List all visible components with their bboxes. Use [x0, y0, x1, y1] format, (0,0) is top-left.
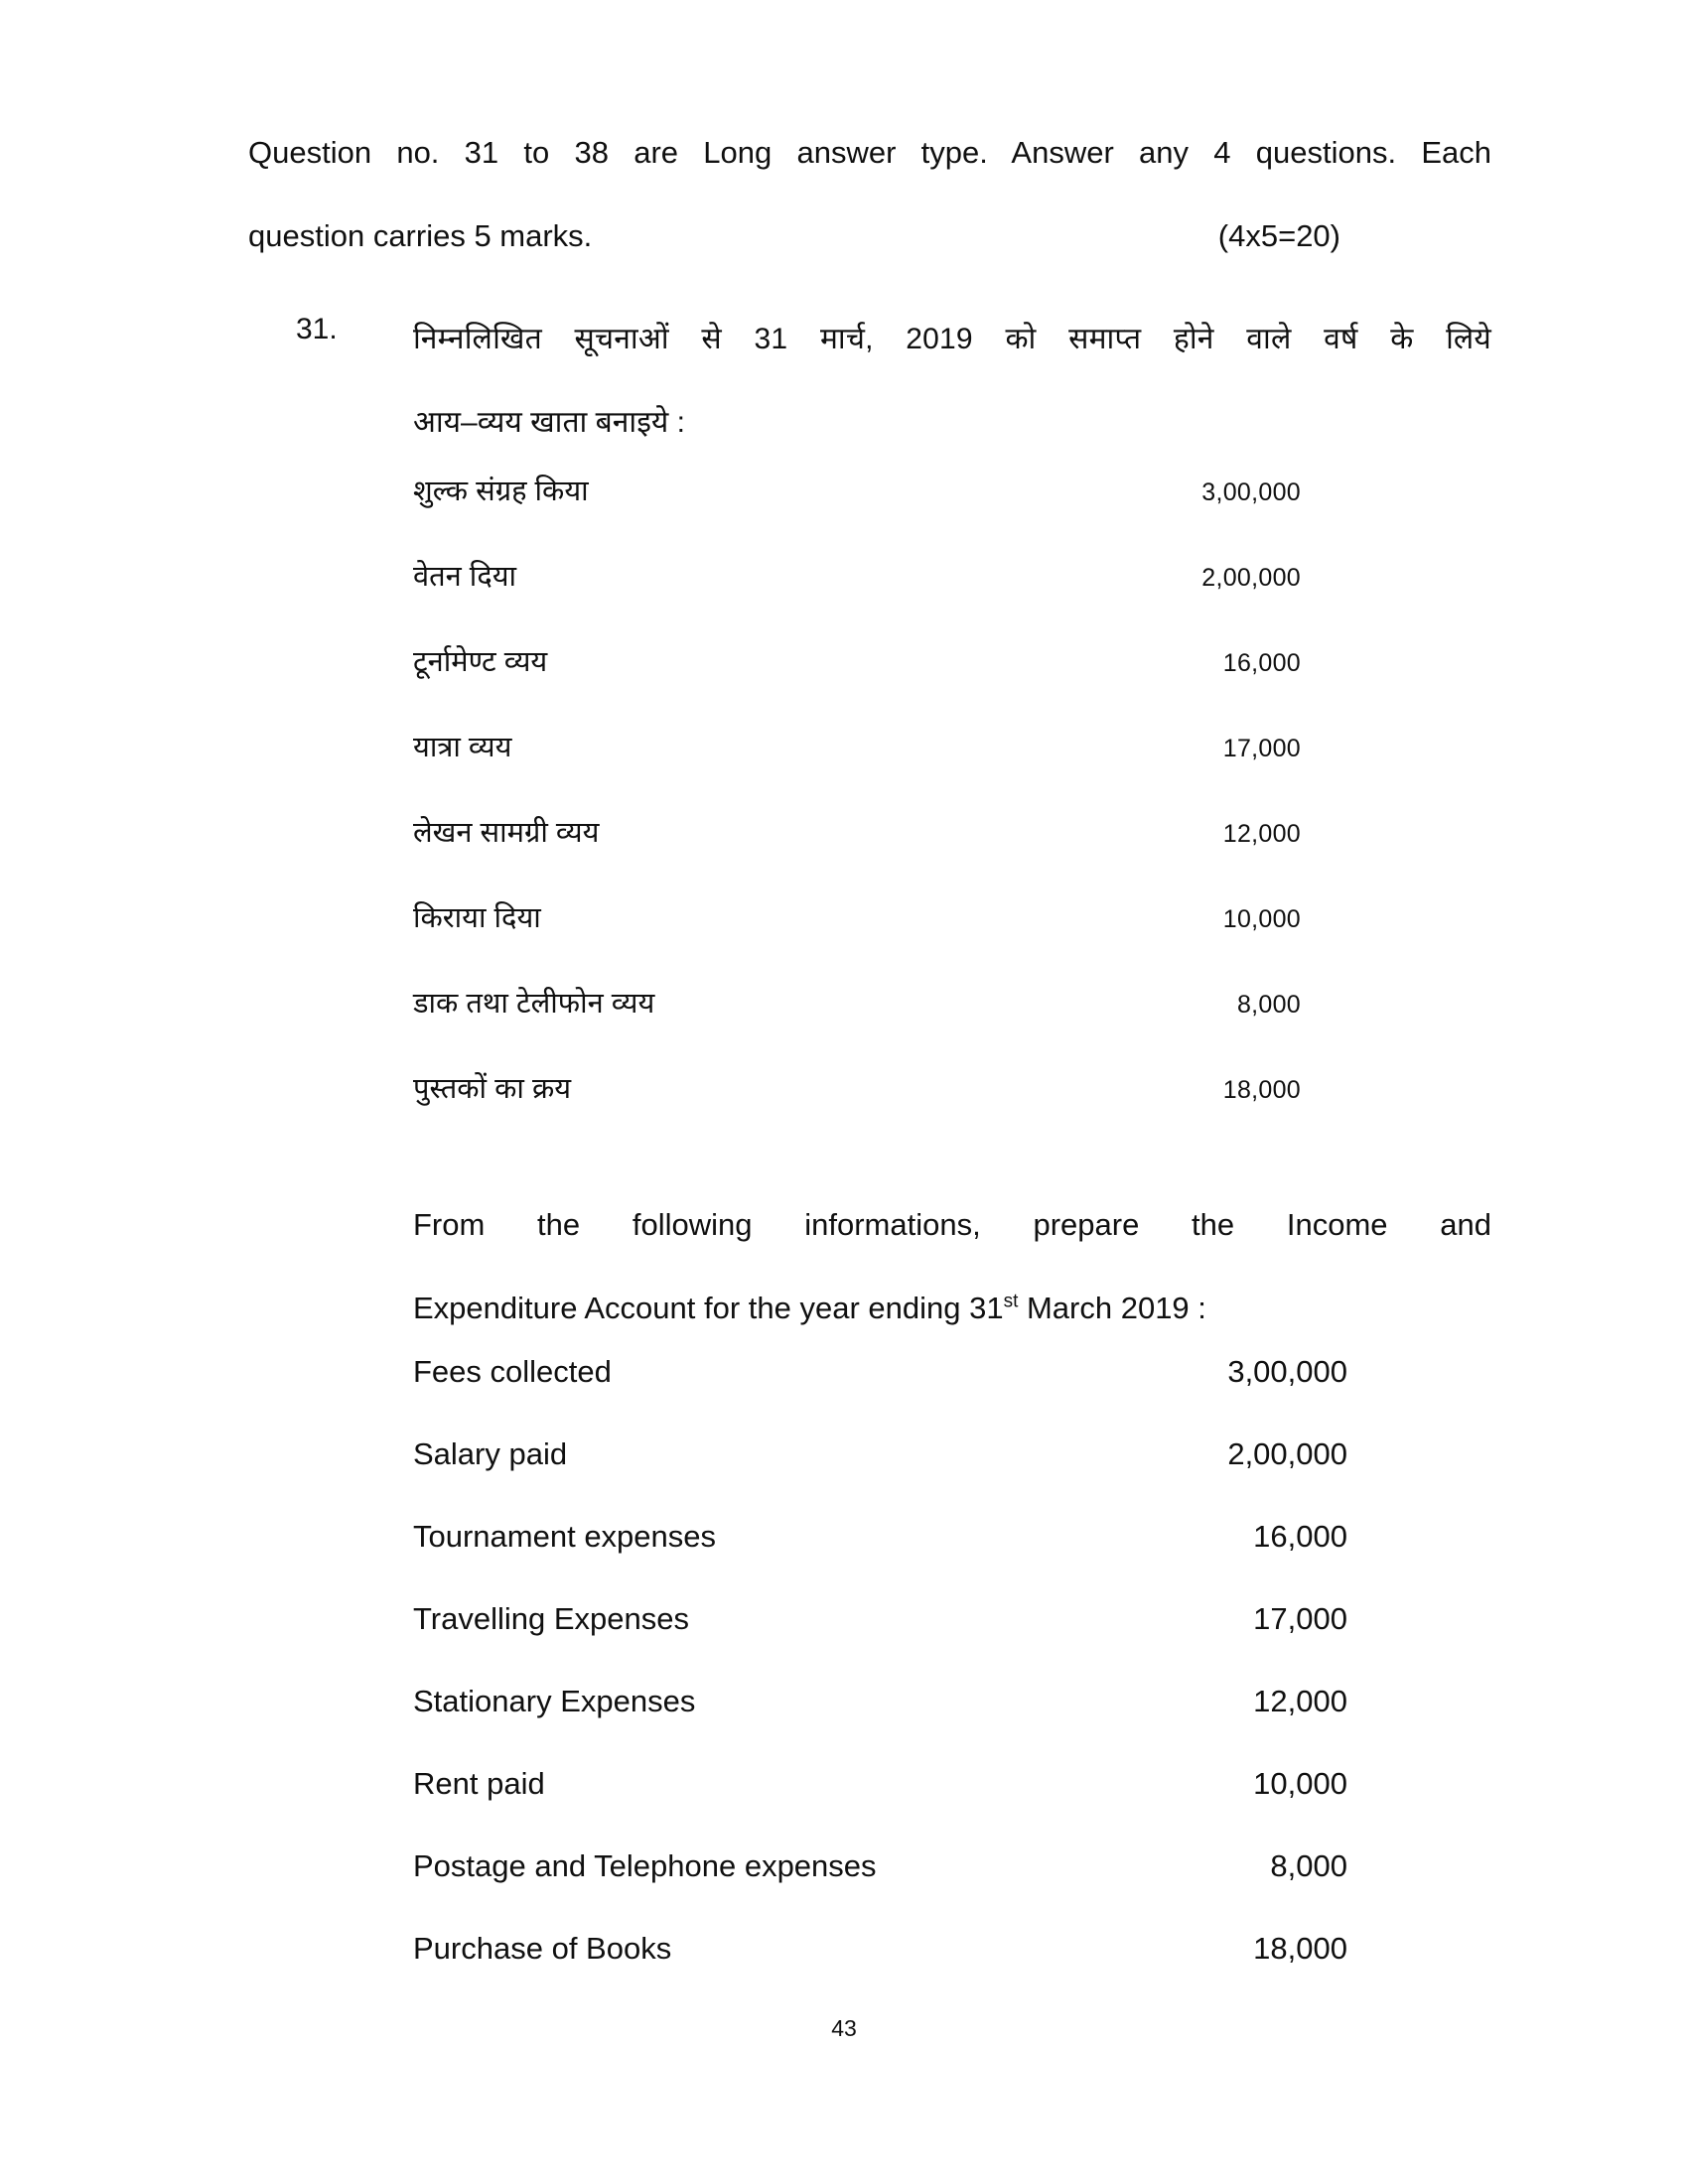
hindi-items-table	[413, 471, 1491, 1154]
english-item-label: Purchase of Books	[413, 1931, 672, 1966]
hindi-item-label: पुस्तकों का क्रय	[413, 1073, 572, 1105]
hindi-item-label: लेखन सामग्री व्यय	[413, 817, 600, 849]
hindi-item-label: शुल्क संग्रह किया	[413, 476, 589, 507]
table-row	[413, 1354, 1491, 1436]
table-row	[413, 983, 1491, 1068]
table-row	[413, 727, 1491, 812]
table-row	[413, 1931, 1491, 2013]
question-body	[413, 298, 1491, 2013]
english-items-table	[413, 1354, 1491, 2013]
instruction-line-2: question carries 5 marks.	[248, 218, 593, 253]
english-prompt-line-2-text: Expenditure Account for the year ending 31	[413, 1291, 1004, 1325]
english-prompt	[413, 1183, 1491, 1350]
table-row	[413, 1436, 1491, 1519]
hindi-item-amount: 2,00,000	[1201, 564, 1301, 592]
hindi-item-amount: 18,000	[1222, 1076, 1301, 1104]
english-item-amount: 2,00,000	[1227, 1436, 1347, 1471]
table-row	[413, 812, 1491, 897]
english-item-label: Salary paid	[413, 1436, 568, 1471]
page-footer	[0, 2015, 1688, 2042]
question-31	[248, 298, 1491, 2013]
table-row	[413, 556, 1491, 641]
hindi-item-label: डाक तथा टेलीफोन व्यय	[413, 988, 655, 1020]
english-prompt-line-1: From the following informations, prepare the Income and	[413, 1207, 1491, 1242]
english-item-amount: 12,000	[1253, 1684, 1347, 1718]
table-row	[413, 1684, 1491, 1766]
english-prompt-line-2	[413, 1267, 1491, 1350]
marks-allocation: (4x5=20)	[1217, 218, 1340, 253]
hindi-prompt-line-1: निम्नलिखित सूचनाओं से 31 मार्च, 2019 को समाप्त होने वाले वर्ष के लिये	[413, 323, 1491, 355]
hindi-item-amount: 12,000	[1222, 820, 1301, 848]
hindi-item-amount: 8,000	[1236, 991, 1301, 1019]
instruction-line-1: Question no. 31 to 38 are Long answer type. Answer any 4 questions. Each	[248, 135, 1491, 170]
hindi-item-amount: 3,00,000	[1201, 478, 1301, 506]
hindi-item-label: किराया दिया	[413, 902, 541, 934]
english-item-label: Tournament expenses	[413, 1519, 717, 1554]
table-row	[413, 471, 1491, 556]
hindi-item-amount: 17,000	[1222, 735, 1301, 762]
hindi-item-label: यात्रा व्यय	[413, 732, 512, 763]
hindi-item-amount: 16,000	[1222, 649, 1301, 677]
table-row	[413, 1068, 1491, 1154]
page-number: 43	[831, 2015, 857, 2041]
english-item-amount: 10,000	[1253, 1766, 1347, 1801]
table-row	[413, 1601, 1491, 1684]
english-item-amount: 18,000	[1253, 1931, 1347, 1966]
ordinal-suffix: st	[1003, 1291, 1019, 1312]
english-item-label: Travelling Expenses	[413, 1601, 689, 1636]
table-row	[413, 641, 1491, 727]
english-item-amount: 17,000	[1253, 1601, 1347, 1636]
english-item-amount: 8,000	[1270, 1848, 1347, 1883]
english-item-amount: 16,000	[1253, 1519, 1347, 1554]
hindi-item-label: टूर्नामेण्ट व्यय	[413, 646, 548, 678]
english-prompt-line-2-tail: March 2019 :	[1018, 1291, 1206, 1325]
english-item-label: Rent paid	[413, 1766, 545, 1801]
hindi-item-amount: 10,000	[1222, 905, 1301, 933]
instruction-block	[248, 111, 1491, 278]
english-item-label: Postage and Telephone expenses	[413, 1848, 877, 1883]
hindi-item-label: वेतन दिया	[413, 561, 517, 593]
question-number: 31.	[296, 313, 338, 345]
instruction-line-2-row	[248, 195, 1340, 278]
english-item-amount: 3,00,000	[1227, 1354, 1347, 1389]
table-row	[413, 1848, 1491, 1931]
table-row	[413, 1519, 1491, 1601]
table-row	[413, 897, 1491, 983]
table-row	[413, 1766, 1491, 1848]
english-item-label: Fees collected	[413, 1354, 612, 1389]
english-item-label: Stationary Expenses	[413, 1684, 696, 1718]
hindi-prompt-line-2: आय–व्यय खाता बनाइये :	[413, 406, 686, 439]
